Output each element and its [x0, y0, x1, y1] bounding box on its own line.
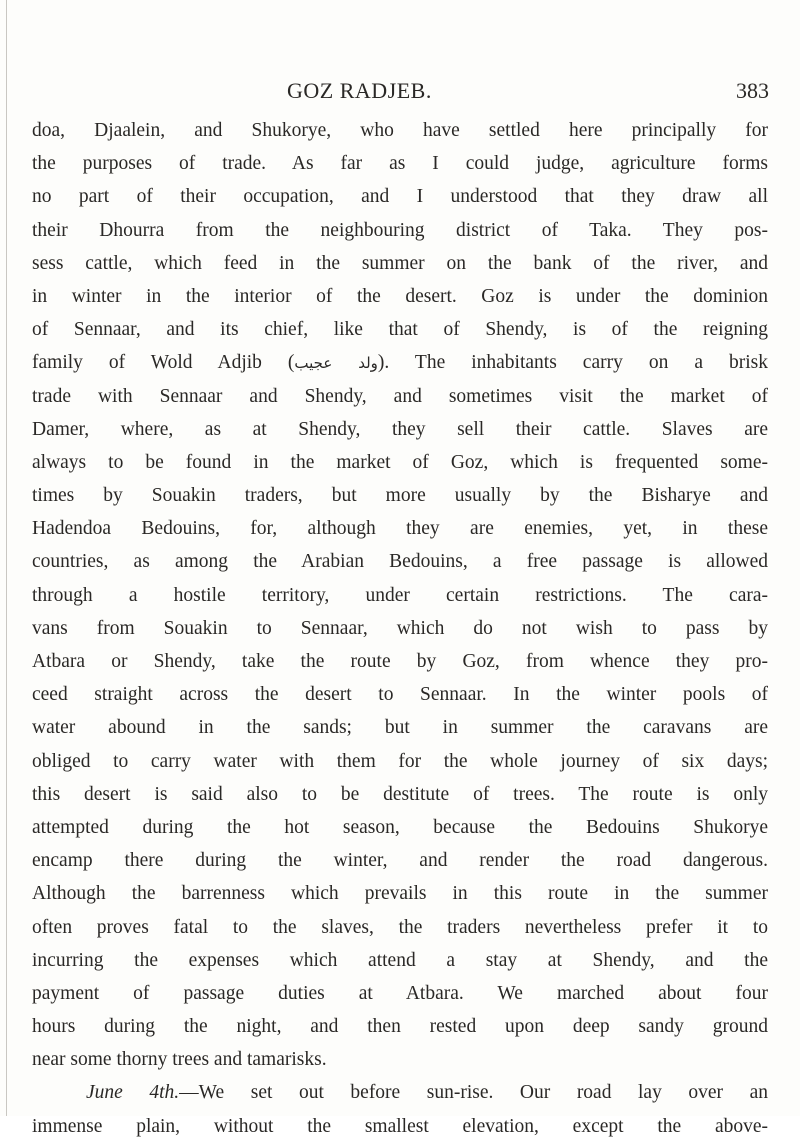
text-line: through a hostile territory, under certain restrictions. The cara-	[32, 584, 768, 606]
text-line: this desert is said also to be destitute of trees. The route is only	[32, 783, 768, 805]
text-segment: —We set out before sun-rise. Our road lay over an	[179, 1082, 768, 1104]
text-line: in winter in the interior of the desert. Goz is under the dominion	[32, 285, 768, 307]
text-segment: ). The inhabitants carry on a brisk	[377, 352, 768, 374]
arabic-name: ولد عجيب	[294, 354, 378, 373]
text-line: immense plain, without the smallest elevation, except the above-	[32, 1115, 768, 1137]
date-heading: June 4th.	[86, 1082, 180, 1104]
text-line-june-entry	[32, 1076, 768, 1109]
text-line: always to be found in the market of Goz, which is frequented some-	[32, 451, 768, 473]
text-line: sess cattle, which feed in the summer on the bank of the river, and	[32, 252, 768, 274]
text-line: countries, as among the Arabian Bedouins, a free passage is allowed	[32, 551, 768, 573]
text-line: incurring the expenses which attend a stay at Shendy, and the	[32, 949, 768, 971]
text-line: payment of passage duties at Atbara. We marched about four	[32, 982, 768, 1004]
page-edge-line	[6, 0, 7, 1116]
running-title: GOZ RADJEB.	[287, 78, 432, 103]
text-line: Hadendoa Bedouins, for, although they are enemies, yet, in these	[32, 518, 768, 540]
text-line: of Sennaar, and its chief, like that of Shendy, is of the reigning	[32, 319, 768, 341]
text-line: Although the barrenness which prevails in this route in the summer	[32, 883, 768, 905]
running-header	[0, 78, 800, 108]
text-line-paragraph-end: near some thorny trees and tamarisks.	[32, 1049, 327, 1071]
text-line: water abound in the sands; but in summer the caravans are	[32, 717, 768, 739]
text-line: often proves fatal to the slaves, the traders nevertheless prefer it to	[32, 916, 768, 938]
text-line: attempted during the hot season, because the Bedouins Shukorye	[32, 816, 768, 838]
text-line: hours during the night, and then rested upon deep sandy ground	[32, 1016, 768, 1038]
text-line-wold-adjib	[32, 346, 768, 379]
page-number: 383	[736, 78, 769, 103]
text-line: Damer, where, as at Shendy, they sell their cattle. Slaves are	[32, 418, 768, 440]
text-line: times by Souakin traders, but more usually by the Bisharye and	[32, 485, 768, 507]
text-line: no part of their occupation, and I understood that they draw all	[32, 186, 768, 208]
text-line: vans from Souakin to Sennaar, which do not wish to pass by	[32, 617, 768, 639]
body-text	[32, 114, 768, 1143]
text-line: obliged to carry water with them for the whole journey of six days;	[32, 750, 768, 772]
text-line: the purposes of trade. As far as I could judge, agriculture forms	[32, 153, 768, 175]
text-line: trade with Sennaar and Shendy, and sometimes visit the market of	[32, 385, 768, 407]
text-line: their Dhourra from the neighbouring district of Taka. They pos-	[32, 219, 768, 241]
text-segment: family of Wold Adjib (	[32, 352, 295, 374]
text-line: ceed straight across the desert to Sennaar. In the winter pools of	[32, 684, 768, 706]
text-line: doa, Djaalein, and Shukorye, who have settled here principally for	[32, 120, 768, 141]
text-line: Atbara or Shendy, take the route by Goz, from whence they pro-	[32, 651, 768, 672]
text-line: encamp there during the winter, and render the road dangerous.	[32, 850, 768, 872]
